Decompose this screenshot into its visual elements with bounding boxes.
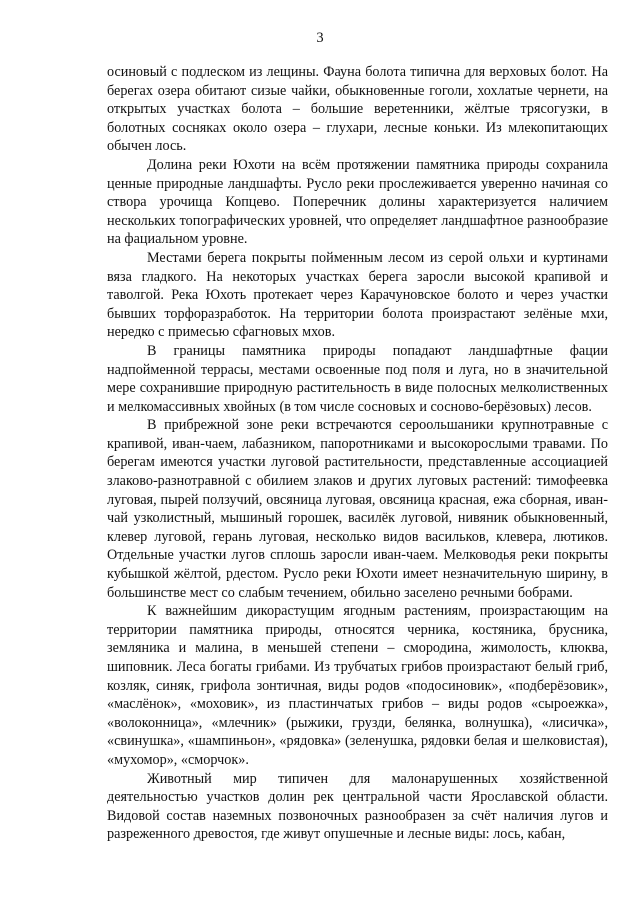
page-number: 3 [316,30,324,46]
paragraph-floodplain-forest: Местами берега покрыты пойменным лесом из серой ольхи и куртинами вяза гладкого. На некоторых участках берега заросли высокой крапивой и таволгой. Река Юхоть протекает через Карачуновское болото и через участки бывших торфоразработок. На территории болота произрастают зелёные мхи, нередко с примесью сфагновых мхов. [107,249,608,341]
paragraph-river-valley: Долина реки Юхоти на всём протяжении памятника природы сохранила ценные природные ландшафты. Русло реки прослеживается уверенно начиная со створа урочища Копцево. Поперечник долины характеризуется наличием нескольких топографических уровней, что определяет ландшафтное разнообразие на фациальном уровне. [107,156,608,248]
paragraph-berries-mushrooms: К важнейшим дикорастущим ягодным растениям, произрастающим на территории памятника природы, относятся черника, костяника, брусника, земляника и малина, в меньшей степени – смородина, жимолость, клюква, шиповник. Леса богаты грибами. Из трубчатых грибов произрастают белый гриб, козляк, синяк, грифола зонтичная, виды родов «подосиновик», «подберёзовик», «маслёнок», «моховик», из пластинчатых грибов – виды родов «сыроежка», «волоконница», «млечник» (рыжики, грузди, белянка, волнушка), «лисичка», «свинушка», «шампиньон», «рядовка» (зеленушка, рядовки белая и шелковистая), «мухомор», «сморчок». [107,603,608,768]
paragraph-terrace-facies: В границы памятника природы попадают ландшафтные фации надпойменной террасы, местами освоенные под поля и луга, но в значительной мере сохранившие природную растительность в виде полосных мелколиственных и мелкомассивных хвойных (в том числе сосновых и сосново-берёзовых) лесов. [107,342,608,415]
paragraph-riparian-vegetation: В прибрежной зоне реки встречаются сероольшаники крупнотравные с крапивой, иван-чаем, лабазником, папоротниками и высокорослыми травами. По берегам имеются участки луговой растительности, представленные ассоциацией злаково-разнотравной с обилием злаков и других луговых растений: тимофеевка луговая, пырей ползучий, овсяница луговая, овсяница красная, ежа сборная, иван-чай узколистный, мышиный горошек, василёк луговой, нивяник обыкновенный, клевер луговой, герань луговая, несколько видов васильков, клевера, лютиков. Отдельные участки лугов сплошь заросли иван-чаем. Мелководья реки покрыты кубышкой жёлтой, рдестом. Русло реки Юхоти имеет незначительную ширину, в большинстве мест со слабым течением, обильно заселено речными бобрами. [107,417,608,601]
paragraph-fauna: Животный мир типичен для малонарушенных хозяйственной деятельностью участков долин рек центральной части Ярославской области. Видовой состав наземных позвоночных разнообразен за счёт наличия лугов и разреженного древостоя, где живут опушечные и лесные виды: лось, кабан, [107,770,608,843]
document-body [107,63,608,844]
paragraph-bog-fauna: осиновый с подлеском из лещины. Фауна болота типична для верховых болот. На берегах озера обитают сизые чайки, обыкновенные гоголи, хохлатые чернети, на открытых участках болота – большие веретенники, жёлтые трясогузки, в болотных сосняках около озера – глухари, лесные коньки. Из млекопитающих обычен лось. [107,64,608,155]
